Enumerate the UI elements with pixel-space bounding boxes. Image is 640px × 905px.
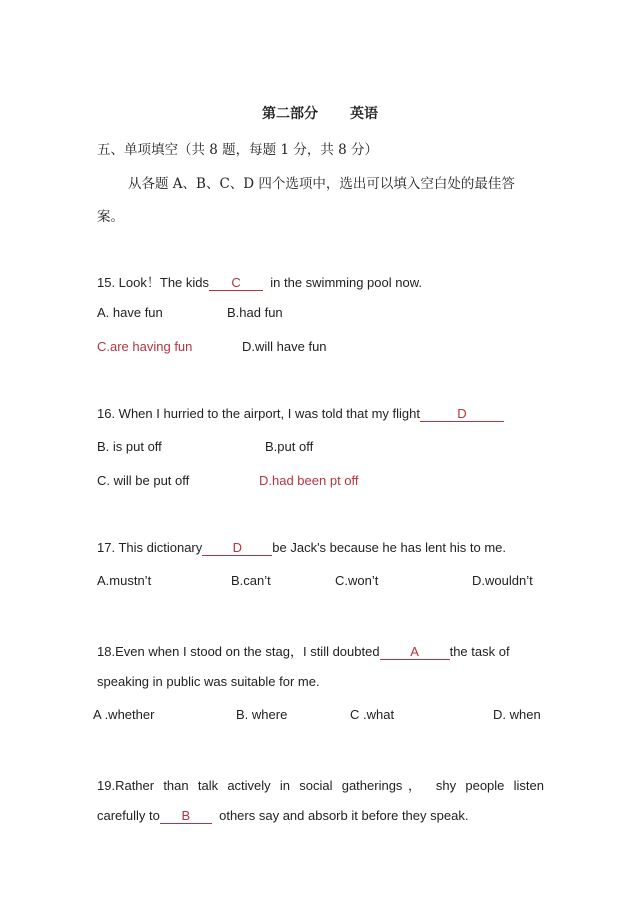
q17-stem-after: be Jack's because he has lent his to me. bbox=[272, 540, 506, 555]
q16-option-a: B. is put off bbox=[97, 439, 162, 454]
q15-answer-blank: C bbox=[209, 276, 263, 291]
q19-answer-blank: B bbox=[160, 809, 212, 824]
q18-stem-line-2: speaking in public was suitable for me. bbox=[97, 674, 320, 689]
q17-option-a: A.mustn’t bbox=[97, 573, 152, 588]
q19-stem-after: others say and absorb it before they speak. bbox=[219, 808, 469, 823]
q15-option-b: B.had fun bbox=[227, 305, 283, 320]
question-19-stem bbox=[97, 808, 468, 824]
q15-option-a: A. have fun bbox=[97, 305, 163, 320]
section-heading: 五、单项填空（共 8 题，每题 1 分，共 8 分） bbox=[97, 142, 379, 158]
instructions-line-2: 案。 bbox=[97, 209, 124, 225]
q15-option-d: D.will have fun bbox=[242, 339, 327, 354]
question-17-stem bbox=[97, 540, 506, 556]
q16-option-b: B.put off bbox=[265, 439, 314, 454]
q16-stem-before: 16. When I hurried to the airport, I was told that my flight bbox=[97, 406, 420, 421]
section-title-subject: 英语 bbox=[350, 106, 378, 122]
q16-answer-blank: D bbox=[420, 407, 504, 422]
q17-option-d: D.wouldn’t bbox=[472, 573, 533, 588]
q15-option-c-correct: C.are having fun bbox=[97, 339, 193, 354]
q17-option-c: C.won’t bbox=[335, 573, 379, 588]
q17-option-b: B.can’t bbox=[231, 573, 271, 588]
section-title-part: 第二部分 bbox=[262, 106, 318, 122]
q18-answer-blank: A bbox=[380, 645, 450, 660]
q16-option-d-correct: D.had been pt off bbox=[259, 473, 359, 488]
q16-option-c: C. will be put off bbox=[97, 473, 190, 488]
q18-stem-after: the task of bbox=[449, 644, 510, 659]
q17-answer-blank: D bbox=[202, 541, 272, 556]
q15-stem-before: 15. Look！The kids bbox=[97, 275, 210, 290]
q18-option-a: A .whether bbox=[93, 707, 155, 722]
q19-stem-line-1: 19.Rather than talk actively in social gatherings， shy people listen bbox=[97, 778, 544, 793]
q18-stem-before: 18.Even when I stood on the stag，I still doubted bbox=[97, 644, 380, 659]
q18-option-c: C .what bbox=[350, 707, 395, 722]
question-15-stem bbox=[97, 272, 422, 291]
q15-stem-after: in the swimming pool now. bbox=[270, 275, 422, 290]
q17-stem-before: 17. This dictionary bbox=[97, 540, 203, 555]
instructions-line-1: 从各题 A、B、C、D 四个选项中，选出可以填入空白处的最佳答 bbox=[128, 176, 515, 192]
q18-option-b: B. where bbox=[236, 707, 288, 722]
question-16-stem bbox=[97, 406, 504, 422]
q19-stem-before: carefully to bbox=[97, 808, 160, 823]
q18-option-d: D. when bbox=[493, 707, 541, 722]
section-title bbox=[0, 103, 640, 123]
question-18-stem bbox=[97, 641, 510, 660]
